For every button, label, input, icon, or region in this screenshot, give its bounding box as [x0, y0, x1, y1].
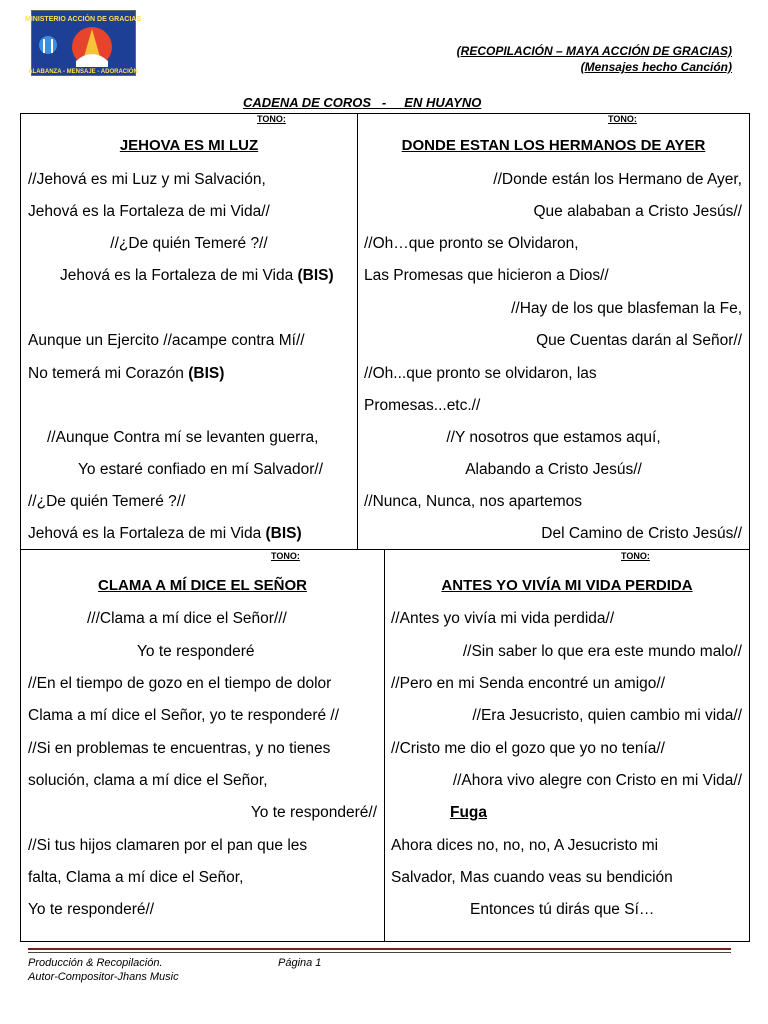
lyric-line: //Era Jesucristo, quien cambio mi vida//: [472, 707, 742, 724]
lyric-line: Aunque un Ejercito //acampe contra Mí//: [28, 332, 305, 349]
table-middle-border: [20, 549, 750, 550]
lyric-line: Yo te responderé//: [28, 901, 155, 918]
lyric-line: //Jehová es mi Luz y mi Salvación,: [28, 171, 266, 188]
column-divider-top: [357, 113, 358, 550]
footer-rule: [28, 948, 731, 950]
bis-marker: (BIS): [188, 365, 225, 382]
header-subtitle: [457, 43, 732, 75]
footer-autor: Autor-Compositor-Jhans Music: [28, 971, 179, 983]
lyric-line: //Hay de los que blasfeman la Fe,: [511, 300, 742, 317]
lyric-line: solución, clama a mí dice el Señor,: [28, 772, 268, 789]
lyric-line: Las Promesas que hicieron a Dios//: [364, 267, 609, 284]
bis-marker: (BIS): [265, 525, 302, 542]
lyric-line: Que Cuentas darán al Señor//: [536, 332, 742, 349]
lyric-line: //Cristo me dio el gozo que yo no tenía//: [391, 740, 665, 757]
lyric-line: //Donde están los Hermano de Ayer,: [493, 171, 742, 188]
lyric-line: Yo te responderé//: [250, 804, 377, 821]
song-title: CLAMA A MÍ DICE EL SEÑOR: [98, 577, 307, 594]
tono-label: TONO:: [257, 114, 286, 124]
lyric-line: //Sin saber lo que era este mundo malo//: [462, 643, 742, 660]
lyric-line: Yo estaré confiado en mí Salvador//: [78, 461, 323, 478]
column-divider-bottom: [384, 549, 385, 942]
lyric-line: //Antes yo vivía mi vida perdida//: [391, 610, 615, 627]
lyric-line: //Pero en mi Senda encontré un amigo//: [391, 675, 665, 692]
lyric-line: //¿De quién Temeré ?//: [110, 235, 268, 252]
bis-marker: (BIS): [297, 267, 334, 284]
tono-label: TONO:: [621, 551, 650, 561]
logo-bottom-text: ALABANZA - MENSAJE - ADORACIÓN: [28, 69, 138, 75]
lyric-line: Promesas...etc.//: [364, 397, 481, 414]
lyric-line: //Aunque Contra mí se levanten guerra,: [47, 429, 319, 446]
song-title: JEHOVA ES MI LUZ: [119, 137, 259, 154]
lyric-line: //En el tiempo de gozo en el tiempo de dolor: [28, 675, 332, 692]
lyric-line: //Oh…que pronto se Olvidaron,: [364, 235, 579, 252]
song-title: ANTES YO VIVÍA MI VIDA PERDIDA: [441, 577, 693, 594]
lyric-line-bis: [28, 524, 302, 544]
document-title: CADENA DE COROS - EN HUAYNO: [243, 95, 482, 110]
lyric-line: Alabando a Cristo Jesús//: [465, 461, 642, 478]
lyric-line: falta, Clama a mí dice el Señor,: [28, 869, 244, 886]
lyric-line: //Si tus hijos clamaren por el pan que les: [28, 837, 308, 854]
lyric-line: //Y nosotros que estamos aquí,: [446, 429, 661, 446]
footer-page-number: Página 1: [278, 957, 322, 969]
table-top-border: [20, 113, 749, 114]
recopilacion-text: (RECOPILACIÓN – MAYA ACCIÓN DE GRACIAS): [456, 44, 732, 58]
mensajes-text: (Mensajes hecho Canción): [580, 60, 732, 74]
footer-produccion: Producción & Recopilación.: [28, 957, 163, 969]
ministry-logo: [24, 10, 142, 76]
lyric-text: Jehová es la Fortaleza de mi Vida: [60, 267, 298, 284]
lyric-line: Del Camino de Cristo Jesús//: [541, 525, 742, 542]
lyric-line-bis: [28, 364, 224, 384]
lyric-text: No temerá mi Corazón: [28, 365, 189, 382]
lyric-line: Jehová es la Fortaleza de mi Vida//: [28, 203, 270, 220]
tono-label: TONO:: [608, 114, 637, 124]
lyric-line: //¿De quién Temeré ?//: [28, 493, 186, 510]
lyric-line: Ahora dices no, no, no, A Jesucristo mi: [391, 837, 659, 854]
table-bottom-border: [20, 941, 750, 942]
song-title: DONDE ESTAN LOS HERMANOS DE AYER: [401, 137, 706, 154]
tono-label: TONO:: [271, 551, 300, 561]
lyric-line: //Si en problemas te encuentras, y no tienes: [28, 740, 331, 757]
lyric-line: Entonces tú dirás que Sí…: [470, 901, 655, 918]
logo-top-text: MINISTERIO ACCIÓN DE GRACIAS: [24, 16, 142, 23]
lyric-line: Salvador, Mas cuando veas su bendición: [391, 869, 673, 886]
fuga-label: Fuga: [450, 804, 488, 821]
table-right-border: [749, 113, 750, 942]
footer-rule-thin: [28, 952, 731, 953]
lyric-line-bis: [60, 266, 334, 286]
lyric-line: //Oh...que pronto se olvidaron, las: [364, 365, 597, 382]
lyric-line: Clama a mí dice el Señor, yo te responderé //: [28, 707, 340, 724]
lyric-line: ///Clama a mí dice el Señor///: [87, 610, 287, 627]
lyric-line: Que alababan a Cristo Jesús//: [533, 203, 742, 220]
lyric-line: //Ahora vivo alegre con Cristo en mi Vida//: [452, 772, 742, 789]
lyric-text: Jehová es la Fortaleza de mi Vida: [28, 525, 266, 542]
lyric-line: //Nunca, Nunca, nos apartemos: [364, 493, 582, 510]
lyric-line: Yo te responderé: [137, 643, 255, 660]
logo-graphic-icon: [24, 11, 142, 75]
